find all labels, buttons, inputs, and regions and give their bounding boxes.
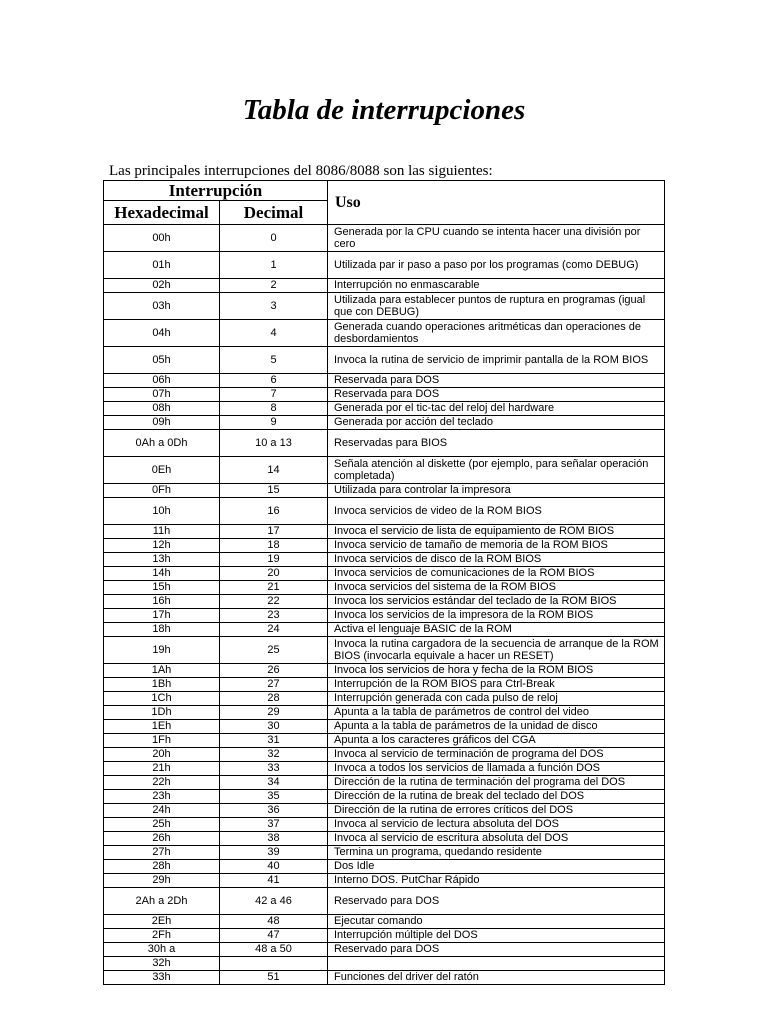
table-row	[104, 567, 665, 581]
dec-cell: 33	[220, 762, 328, 776]
uso-cell: Utilizada para establecer puntos de ruptura en programas (igual que con DEBUG)	[328, 293, 665, 320]
hex-cell: 2Ah a 2Dh	[104, 888, 220, 915]
hex-cell: 1Ah	[104, 664, 220, 678]
dec-cell: 19	[220, 553, 328, 567]
document-title: Tabla de interrupciones	[242, 94, 526, 126]
header-decimal: Decimal	[220, 201, 328, 225]
uso-cell: Termina un programa, quedando residente	[328, 846, 665, 860]
hex-cell: 16h	[104, 595, 220, 609]
uso-cell: Dirección de la rutina de terminación del programa del DOS	[328, 776, 665, 790]
uso-cell: Generada cuando operaciones aritméticas dan operaciones de desbordamientos	[328, 320, 665, 347]
table-row	[104, 581, 665, 595]
table-row	[104, 293, 665, 320]
dec-cell: 38	[220, 832, 328, 846]
hex-cell: 26h	[104, 832, 220, 846]
table-row	[104, 416, 665, 430]
table-row	[104, 706, 665, 720]
dec-cell: 37	[220, 818, 328, 832]
table-row	[104, 623, 665, 637]
table-body	[104, 225, 665, 985]
table-row	[104, 888, 665, 915]
table-row	[104, 762, 665, 776]
hex-cell: 0Fh	[104, 484, 220, 498]
hex-cell: 33h	[104, 971, 220, 985]
table-row	[104, 943, 665, 957]
hex-cell: 21h	[104, 762, 220, 776]
hex-cell: 1Ch	[104, 692, 220, 706]
uso-cell: Invoca servicios de disco de la ROM BIOS	[328, 553, 665, 567]
dec-cell: 48 a 50	[220, 943, 328, 957]
hex-cell: 27h	[104, 846, 220, 860]
table-row	[104, 637, 665, 664]
uso-cell: Invoca el servicio de lista de equipamiento de ROM BIOS	[328, 525, 665, 539]
dec-cell: 10 a 13	[220, 430, 328, 457]
dec-cell: 35	[220, 790, 328, 804]
dec-cell: 20	[220, 567, 328, 581]
uso-cell: Invoca al servicio de escritura absoluta del DOS	[328, 832, 665, 846]
table-row	[104, 678, 665, 692]
uso-cell: Apunta a la tabla de parámetros de la unidad de disco	[328, 720, 665, 734]
uso-cell: Reservado para DOS	[328, 943, 665, 957]
table-row	[104, 748, 665, 762]
uso-cell: Invoca los servicios de la impresora de la ROM BIOS	[328, 609, 665, 623]
header-hexadecimal: Hexadecimal	[104, 201, 220, 225]
table-row	[104, 484, 665, 498]
dec-cell: 22	[220, 595, 328, 609]
uso-cell: Dirección de la rutina de break del teclado del DOS	[328, 790, 665, 804]
hex-cell: 1Fh	[104, 734, 220, 748]
table-row	[104, 929, 665, 943]
dec-cell: 27	[220, 678, 328, 692]
table-row	[104, 971, 665, 985]
table-row	[104, 720, 665, 734]
uso-cell: Reservadas para BIOS	[328, 430, 665, 457]
hex-cell: 07h	[104, 388, 220, 402]
uso-cell: Utilizada para controlar la impresora	[328, 484, 665, 498]
hex-cell: 32h	[104, 957, 220, 971]
dec-cell: 6	[220, 374, 328, 388]
uso-cell	[328, 957, 665, 971]
dec-cell: 2	[220, 279, 328, 293]
table-row	[104, 874, 665, 888]
dec-cell: 42 a 46	[220, 888, 328, 915]
uso-cell: Invoca la rutina cargadora de la secuencia de arranque de la ROM BIOS (invocarla equivale a hacer un RESET)	[328, 637, 665, 664]
hex-cell: 18h	[104, 623, 220, 637]
uso-cell: Invoca servicios de comunicaciones de la ROM BIOS	[328, 567, 665, 581]
hex-cell: 2Fh	[104, 929, 220, 943]
hex-cell: 29h	[104, 874, 220, 888]
dec-cell: 8	[220, 402, 328, 416]
uso-cell: Activa el lenguaje BASIC de la ROM	[328, 623, 665, 637]
uso-cell: Invoca al servicio de terminación de programa del DOS	[328, 748, 665, 762]
dec-cell: 48	[220, 915, 328, 929]
dec-cell: 24	[220, 623, 328, 637]
dec-cell: 0	[220, 225, 328, 252]
hex-cell: 19h	[104, 637, 220, 664]
hex-cell: 0Eh	[104, 457, 220, 484]
hex-cell: 00h	[104, 225, 220, 252]
table-row	[104, 776, 665, 790]
table-row	[104, 539, 665, 553]
hex-cell: 06h	[104, 374, 220, 388]
hex-cell: 15h	[104, 581, 220, 595]
uso-cell: Generada por acción del teclado	[328, 416, 665, 430]
table-row	[104, 457, 665, 484]
dec-cell: 39	[220, 846, 328, 860]
table-row	[104, 374, 665, 388]
dec-cell: 34	[220, 776, 328, 790]
dec-cell: 25	[220, 637, 328, 664]
uso-cell: Dirección de la rutina de errores críticos del DOS	[328, 804, 665, 818]
uso-cell: Invoca los servicios estándar del teclado de la ROM BIOS	[328, 595, 665, 609]
dec-cell: 47	[220, 929, 328, 943]
table-row	[104, 804, 665, 818]
hex-cell: 12h	[104, 539, 220, 553]
hex-cell: 08h	[104, 402, 220, 416]
table-row	[104, 279, 665, 293]
dec-cell: 1	[220, 252, 328, 279]
table-row	[104, 818, 665, 832]
uso-cell: Invoca los servicios de hora y fecha de la ROM BIOS	[328, 664, 665, 678]
uso-cell: Invoca servicio de tamaño de memoria de la ROM BIOS	[328, 539, 665, 553]
dec-cell: 41	[220, 874, 328, 888]
uso-cell: Invoca al servicio de lectura absoluta del DOS	[328, 818, 665, 832]
table-row	[104, 225, 665, 252]
table-row	[104, 609, 665, 623]
uso-cell: Reservado para DOS	[328, 888, 665, 915]
uso-cell: Interno DOS. PutChar Rápido	[328, 874, 665, 888]
uso-cell: Interrupción de la ROM BIOS para Ctrl-Break	[328, 678, 665, 692]
dec-cell: 4	[220, 320, 328, 347]
uso-cell: Interrupción generada con cada pulso de reloj	[328, 692, 665, 706]
hex-cell: 20h	[104, 748, 220, 762]
table-row	[104, 957, 665, 971]
hex-cell: 2Eh	[104, 915, 220, 929]
dec-cell: 23	[220, 609, 328, 623]
hex-cell: 03h	[104, 293, 220, 320]
uso-cell: Invoca a todos los servicios de llamada a función DOS	[328, 762, 665, 776]
dec-cell: 36	[220, 804, 328, 818]
table-row	[104, 915, 665, 929]
uso-cell: Reservada para DOS	[328, 388, 665, 402]
table-row	[104, 252, 665, 279]
uso-cell: Invoca servicios del sistema de la ROM BIOS	[328, 581, 665, 595]
uso-cell: Invoca servicios de video de la ROM BIOS	[328, 498, 665, 525]
table-row	[104, 734, 665, 748]
table-row	[104, 595, 665, 609]
uso-cell: Generada por la CPU cuando se intenta hacer una división por cero	[328, 225, 665, 252]
hex-cell: 11h	[104, 525, 220, 539]
hex-cell: 04h	[104, 320, 220, 347]
hex-cell: 17h	[104, 609, 220, 623]
hex-cell: 1Dh	[104, 706, 220, 720]
uso-cell: Invoca la rutina de servicio de imprimir pantalla de la ROM BIOS	[328, 347, 665, 374]
uso-cell: Ejecutar comando	[328, 915, 665, 929]
table-row	[104, 498, 665, 525]
dec-cell: 29	[220, 706, 328, 720]
table-row	[104, 553, 665, 567]
hex-cell: 13h	[104, 553, 220, 567]
uso-cell: Funciones del driver del ratón	[328, 971, 665, 985]
table-row	[104, 790, 665, 804]
hex-cell: 28h	[104, 860, 220, 874]
table-row	[104, 402, 665, 416]
dec-cell	[220, 957, 328, 971]
dec-cell: 5	[220, 347, 328, 374]
uso-cell: Apunta a la tabla de parámetros de control del video	[328, 706, 665, 720]
uso-cell: Apunta a los caracteres gráficos del CGA	[328, 734, 665, 748]
hex-cell: 14h	[104, 567, 220, 581]
table-row	[104, 832, 665, 846]
dec-cell: 30	[220, 720, 328, 734]
dec-cell: 9	[220, 416, 328, 430]
header-uso: Uso	[328, 181, 665, 225]
hex-cell: 1Eh	[104, 720, 220, 734]
uso-cell: Interrupción no enmascarable	[328, 279, 665, 293]
table-row	[104, 692, 665, 706]
hex-cell: 05h	[104, 347, 220, 374]
dec-cell: 32	[220, 748, 328, 762]
table-row	[104, 664, 665, 678]
dec-cell: 26	[220, 664, 328, 678]
dec-cell: 31	[220, 734, 328, 748]
hex-cell: 02h	[104, 279, 220, 293]
hex-cell: 1Bh	[104, 678, 220, 692]
dec-cell: 3	[220, 293, 328, 320]
dec-cell: 28	[220, 692, 328, 706]
hex-cell: 09h	[104, 416, 220, 430]
dec-cell: 14	[220, 457, 328, 484]
dec-cell: 17	[220, 525, 328, 539]
table-row	[104, 846, 665, 860]
dec-cell: 40	[220, 860, 328, 874]
uso-cell: Utilizada par ir paso a paso por los programas (como DEBUG)	[328, 252, 665, 279]
dec-cell: 18	[220, 539, 328, 553]
table-row	[104, 430, 665, 457]
hex-cell: 0Ah a 0Dh	[104, 430, 220, 457]
uso-cell: Interrupción múltiple del DOS	[328, 929, 665, 943]
hex-cell: 25h	[104, 818, 220, 832]
table-row	[104, 388, 665, 402]
dec-cell: 16	[220, 498, 328, 525]
hex-cell: 24h	[104, 804, 220, 818]
dec-cell: 15	[220, 484, 328, 498]
dec-cell: 21	[220, 581, 328, 595]
table-row	[104, 320, 665, 347]
uso-cell: Señala atención al diskette (por ejemplo, para señalar operación completada)	[328, 457, 665, 484]
table-row	[104, 525, 665, 539]
dec-cell: 7	[220, 388, 328, 402]
intro-text: Las principales interrupciones del 8086/8088 son las siguientes:	[109, 163, 493, 179]
hex-cell: 30h a	[104, 943, 220, 957]
hex-cell: 22h	[104, 776, 220, 790]
header-interrupcion: Interrupción	[104, 181, 328, 201]
uso-cell: Reservada para DOS	[328, 374, 665, 388]
hex-cell: 10h	[104, 498, 220, 525]
hex-cell: 01h	[104, 252, 220, 279]
hex-cell: 23h	[104, 790, 220, 804]
uso-cell: Generada por el tic-tac del reloj del hardware	[328, 402, 665, 416]
interrupt-table	[103, 180, 665, 985]
dec-cell: 51	[220, 971, 328, 985]
table-row	[104, 860, 665, 874]
table-row	[104, 347, 665, 374]
uso-cell: Dos Idle	[328, 860, 665, 874]
